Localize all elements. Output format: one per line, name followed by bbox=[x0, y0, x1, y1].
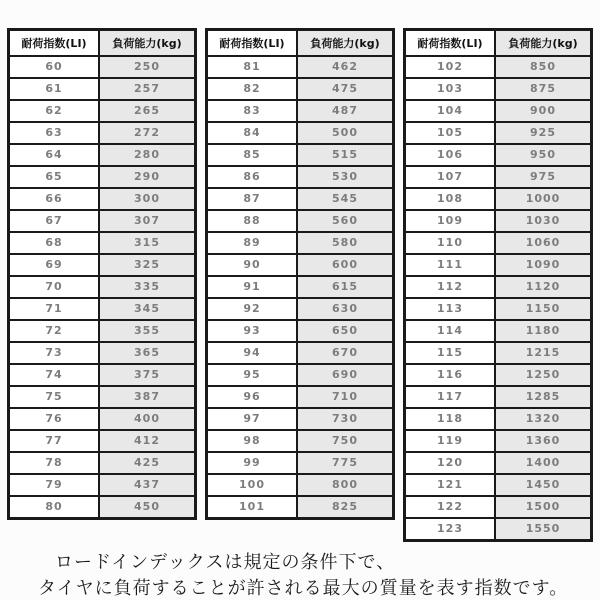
table-row bbox=[9, 276, 196, 298]
table-row bbox=[405, 452, 592, 474]
load-capacity-cell: 325 bbox=[99, 254, 196, 276]
load-index-cell: 73 bbox=[9, 342, 100, 364]
load-capacity-cell: 335 bbox=[99, 276, 196, 298]
table-row bbox=[405, 342, 592, 364]
load-capacity-cell: 615 bbox=[297, 276, 394, 298]
load-index-cell: 113 bbox=[405, 298, 496, 320]
table-row bbox=[405, 320, 592, 342]
load-capacity-cell: 1400 bbox=[495, 452, 592, 474]
table-row bbox=[405, 298, 592, 320]
load-capacity-cell: 975 bbox=[495, 166, 592, 188]
load-index-cell: 74 bbox=[9, 364, 100, 386]
load-index-cell: 77 bbox=[9, 430, 100, 452]
load-index-cell: 110 bbox=[405, 232, 496, 254]
load-index-table-81-101 bbox=[205, 28, 395, 520]
load-index-cell: 69 bbox=[9, 254, 100, 276]
table-row bbox=[207, 342, 394, 364]
table-row bbox=[207, 474, 394, 496]
load-index-cell: 112 bbox=[405, 276, 496, 298]
load-index-cell: 85 bbox=[207, 144, 298, 166]
load-index-cell: 60 bbox=[9, 56, 100, 78]
table-row bbox=[207, 320, 394, 342]
load-capacity-cell: 412 bbox=[99, 430, 196, 452]
load-index-cell: 71 bbox=[9, 298, 100, 320]
load-capacity-cell: 345 bbox=[99, 298, 196, 320]
table-row bbox=[9, 166, 196, 188]
load-capacity-cell: 265 bbox=[99, 100, 196, 122]
load-capacity-cell: 515 bbox=[297, 144, 394, 166]
load-capacity-cell: 710 bbox=[297, 386, 394, 408]
load-index-cell: 62 bbox=[9, 100, 100, 122]
load-capacity-cell: 1120 bbox=[495, 276, 592, 298]
table-row bbox=[9, 78, 196, 100]
load-capacity-cell: 1060 bbox=[495, 232, 592, 254]
load-index-cell: 91 bbox=[207, 276, 298, 298]
load-capacity-cell: 875 bbox=[495, 78, 592, 100]
load-index-cell: 92 bbox=[207, 298, 298, 320]
header-row bbox=[9, 30, 196, 57]
load-capacity-cell: 272 bbox=[99, 122, 196, 144]
load-capacity-cell: 400 bbox=[99, 408, 196, 430]
header-row bbox=[207, 30, 394, 57]
table-row bbox=[405, 232, 592, 254]
load-index-cell: 105 bbox=[405, 122, 496, 144]
table-row bbox=[9, 342, 196, 364]
load-index-cell: 103 bbox=[405, 78, 496, 100]
table-row bbox=[9, 496, 196, 519]
table-row bbox=[405, 518, 592, 541]
load-index-cell: 96 bbox=[207, 386, 298, 408]
table-row bbox=[207, 298, 394, 320]
load-index-cell: 68 bbox=[9, 232, 100, 254]
load-capacity-cell: 307 bbox=[99, 210, 196, 232]
load-index-cell: 99 bbox=[207, 452, 298, 474]
load-index-cell: 61 bbox=[9, 78, 100, 100]
load-index-cell: 66 bbox=[9, 188, 100, 210]
load-index-header: 耐荷指数(LI) bbox=[207, 30, 298, 57]
load-index-cell: 97 bbox=[207, 408, 298, 430]
load-capacity-cell: 300 bbox=[99, 188, 196, 210]
load-capacity-cell: 1550 bbox=[495, 518, 592, 541]
table-row bbox=[207, 100, 394, 122]
load-capacity-cell: 425 bbox=[99, 452, 196, 474]
table-row bbox=[207, 232, 394, 254]
table-row bbox=[207, 210, 394, 232]
table-row bbox=[207, 56, 394, 78]
table-row bbox=[9, 56, 196, 78]
table-row bbox=[405, 188, 592, 210]
table-row bbox=[405, 496, 592, 518]
load-capacity-cell: 500 bbox=[297, 122, 394, 144]
load-capacity-header: 負荷能力(kg) bbox=[297, 30, 394, 57]
load-capacity-cell: 730 bbox=[297, 408, 394, 430]
load-capacity-header: 負荷能力(kg) bbox=[495, 30, 592, 57]
load-index-cell: 109 bbox=[405, 210, 496, 232]
load-capacity-cell: 750 bbox=[297, 430, 394, 452]
load-index-cell: 72 bbox=[9, 320, 100, 342]
load-index-cell: 89 bbox=[207, 232, 298, 254]
table-row bbox=[207, 188, 394, 210]
table-row bbox=[405, 408, 592, 430]
load-index-cell: 114 bbox=[405, 320, 496, 342]
table-row bbox=[9, 210, 196, 232]
load-index-cell: 111 bbox=[405, 254, 496, 276]
load-capacity-cell: 825 bbox=[297, 496, 394, 519]
load-index-cell: 106 bbox=[405, 144, 496, 166]
table-row bbox=[405, 210, 592, 232]
load-index-cell: 82 bbox=[207, 78, 298, 100]
table-row bbox=[9, 320, 196, 342]
table-body bbox=[405, 56, 592, 541]
table-row bbox=[9, 408, 196, 430]
load-capacity-cell: 530 bbox=[297, 166, 394, 188]
load-index-cell: 75 bbox=[9, 386, 100, 408]
load-capacity-cell: 290 bbox=[99, 166, 196, 188]
load-index-cell: 65 bbox=[9, 166, 100, 188]
load-capacity-cell: 375 bbox=[99, 364, 196, 386]
load-capacity-cell: 850 bbox=[495, 56, 592, 78]
load-index-cell: 104 bbox=[405, 100, 496, 122]
table-row bbox=[207, 408, 394, 430]
load-capacity-cell: 462 bbox=[297, 56, 394, 78]
load-index-cell: 102 bbox=[405, 56, 496, 78]
table-row bbox=[9, 100, 196, 122]
table-row bbox=[207, 386, 394, 408]
table-row bbox=[405, 430, 592, 452]
load-capacity-cell: 475 bbox=[297, 78, 394, 100]
load-index-cell: 80 bbox=[9, 496, 100, 519]
load-capacity-cell: 650 bbox=[297, 320, 394, 342]
table-row bbox=[207, 254, 394, 276]
table-row bbox=[405, 386, 592, 408]
load-capacity-cell: 580 bbox=[297, 232, 394, 254]
load-capacity-cell: 800 bbox=[297, 474, 394, 496]
table-row bbox=[207, 144, 394, 166]
load-index-cell: 84 bbox=[207, 122, 298, 144]
load-capacity-cell: 690 bbox=[297, 364, 394, 386]
load-index-cell: 108 bbox=[405, 188, 496, 210]
load-capacity-cell: 1285 bbox=[495, 386, 592, 408]
load-index-cell: 93 bbox=[207, 320, 298, 342]
footer-note bbox=[0, 550, 600, 600]
load-index-cell: 90 bbox=[207, 254, 298, 276]
load-index-cell: 116 bbox=[405, 364, 496, 386]
load-capacity-cell: 387 bbox=[99, 386, 196, 408]
table-row bbox=[405, 122, 592, 144]
table-row bbox=[9, 188, 196, 210]
load-index-cell: 117 bbox=[405, 386, 496, 408]
table-row bbox=[405, 78, 592, 100]
table-row bbox=[405, 276, 592, 298]
load-index-cell: 94 bbox=[207, 342, 298, 364]
load-capacity-cell: 257 bbox=[99, 78, 196, 100]
load-index-cell: 63 bbox=[9, 122, 100, 144]
load-index-cell: 88 bbox=[207, 210, 298, 232]
load-index-cell: 100 bbox=[207, 474, 298, 496]
load-capacity-cell: 315 bbox=[99, 232, 196, 254]
load-index-cell: 101 bbox=[207, 496, 298, 519]
load-capacity-cell: 1090 bbox=[495, 254, 592, 276]
load-index-cell: 67 bbox=[9, 210, 100, 232]
load-capacity-cell: 1150 bbox=[495, 298, 592, 320]
table-row bbox=[405, 364, 592, 386]
load-capacity-cell: 487 bbox=[297, 100, 394, 122]
table-row bbox=[9, 474, 196, 496]
footer-line-2: タイヤに負荷することが許される最大の質量を表す指数です。 bbox=[38, 578, 569, 599]
load-index-cell: 81 bbox=[207, 56, 298, 78]
table-row bbox=[405, 144, 592, 166]
load-capacity-cell: 560 bbox=[297, 210, 394, 232]
load-capacity-cell: 365 bbox=[99, 342, 196, 364]
load-capacity-cell: 600 bbox=[297, 254, 394, 276]
load-capacity-cell: 925 bbox=[495, 122, 592, 144]
load-index-header: 耐荷指数(LI) bbox=[405, 30, 496, 57]
table-row bbox=[9, 430, 196, 452]
load-index-cell: 79 bbox=[9, 474, 100, 496]
load-index-cell: 98 bbox=[207, 430, 298, 452]
table-row bbox=[405, 474, 592, 496]
table-row bbox=[9, 452, 196, 474]
load-capacity-header: 負荷能力(kg) bbox=[99, 30, 196, 57]
load-capacity-cell: 1360 bbox=[495, 430, 592, 452]
load-capacity-cell: 1250 bbox=[495, 364, 592, 386]
load-index-cell: 123 bbox=[405, 518, 496, 541]
table-row bbox=[9, 298, 196, 320]
load-index-cell: 118 bbox=[405, 408, 496, 430]
load-index-header: 耐荷指数(LI) bbox=[9, 30, 100, 57]
load-index-cell: 87 bbox=[207, 188, 298, 210]
table-row bbox=[405, 254, 592, 276]
load-capacity-cell: 1000 bbox=[495, 188, 592, 210]
load-index-cell: 115 bbox=[405, 342, 496, 364]
load-capacity-cell: 450 bbox=[99, 496, 196, 519]
table-row bbox=[207, 364, 394, 386]
load-index-cell: 76 bbox=[9, 408, 100, 430]
load-index-cell: 95 bbox=[207, 364, 298, 386]
load-capacity-cell: 1030 bbox=[495, 210, 592, 232]
load-capacity-cell: 950 bbox=[495, 144, 592, 166]
load-capacity-cell: 1180 bbox=[495, 320, 592, 342]
footer-line-1: ロードインデックスは規定の条件下で、 bbox=[55, 552, 396, 573]
load-capacity-cell: 355 bbox=[99, 320, 196, 342]
load-capacity-cell: 250 bbox=[99, 56, 196, 78]
table-row bbox=[207, 78, 394, 100]
load-capacity-cell: 900 bbox=[495, 100, 592, 122]
table-row bbox=[405, 100, 592, 122]
table-row bbox=[9, 144, 196, 166]
load-index-cell: 119 bbox=[405, 430, 496, 452]
table-row bbox=[207, 452, 394, 474]
table-row bbox=[207, 166, 394, 188]
load-index-table-102-123 bbox=[403, 28, 593, 542]
load-index-cell: 122 bbox=[405, 496, 496, 518]
load-capacity-cell: 1450 bbox=[495, 474, 592, 496]
table-row bbox=[405, 56, 592, 78]
table-row bbox=[405, 166, 592, 188]
load-index-cell: 120 bbox=[405, 452, 496, 474]
load-index-cell: 107 bbox=[405, 166, 496, 188]
table-row bbox=[9, 386, 196, 408]
load-index-cell: 86 bbox=[207, 166, 298, 188]
load-capacity-cell: 775 bbox=[297, 452, 394, 474]
load-index-cell: 121 bbox=[405, 474, 496, 496]
table-row bbox=[9, 122, 196, 144]
table-row bbox=[9, 232, 196, 254]
table-row bbox=[9, 364, 196, 386]
load-capacity-cell: 630 bbox=[297, 298, 394, 320]
load-capacity-cell: 1215 bbox=[495, 342, 592, 364]
table-row bbox=[207, 276, 394, 298]
load-capacity-cell: 670 bbox=[297, 342, 394, 364]
load-capacity-cell: 280 bbox=[99, 144, 196, 166]
load-index-cell: 64 bbox=[9, 144, 100, 166]
load-capacity-cell: 1500 bbox=[495, 496, 592, 518]
load-capacity-cell: 437 bbox=[99, 474, 196, 496]
table-row bbox=[207, 496, 394, 519]
header-row bbox=[405, 30, 592, 57]
load-index-cell: 78 bbox=[9, 452, 100, 474]
table-row bbox=[207, 122, 394, 144]
load-index-table-60-80 bbox=[7, 28, 197, 520]
table-body bbox=[207, 56, 394, 519]
table-row bbox=[9, 254, 196, 276]
table-row bbox=[207, 430, 394, 452]
load-capacity-cell: 545 bbox=[297, 188, 394, 210]
load-index-cell: 70 bbox=[9, 276, 100, 298]
load-index-cell: 83 bbox=[207, 100, 298, 122]
load-capacity-cell: 1320 bbox=[495, 408, 592, 430]
table-body bbox=[9, 56, 196, 519]
